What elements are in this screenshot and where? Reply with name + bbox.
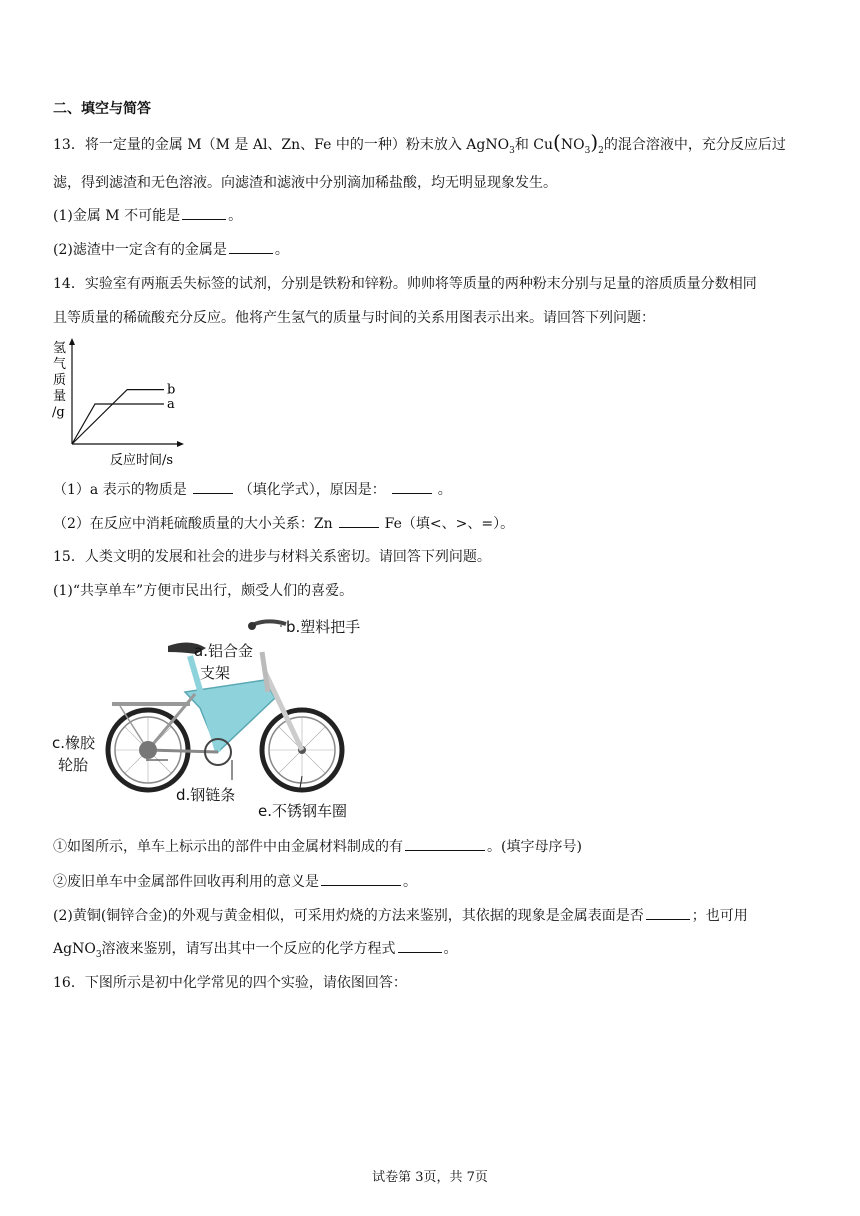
- label-a2: 支架: [200, 664, 231, 682]
- answer-blank[interactable]: [392, 481, 432, 494]
- answer-blank[interactable]: [398, 940, 442, 953]
- q13-part1: (1)金属 M 不可能是 。: [53, 208, 243, 224]
- answer-blank[interactable]: [339, 515, 379, 528]
- q15-part2-line1: (2)黄铜(铜锌合金)的外观与黄金相似，可采用灼烧的方法来鉴别，其依据的现象是金属表面是否 ；也可用: [53, 908, 748, 924]
- rear-gear: [139, 741, 157, 759]
- page-footer: 试卷第 3页，共 7页: [372, 1170, 488, 1185]
- q13-line2: 滤，得到滤渣和无色溶液。向滤渣和滤液中分别滴加稀盐酸，均无明显现象发生。: [53, 175, 557, 191]
- series-label-a: a: [167, 397, 175, 412]
- y-label-char: 气: [53, 357, 67, 372]
- q14-line1: 14．实验室有两瓶丢失标签的试剂，分别是铁粉和锌粉。帅帅将等质量的两种粉末分别与足量的溶质质量分数相同: [53, 276, 757, 292]
- series-line-b: [72, 390, 164, 444]
- q15-part1: (1)“共享单车”方便市民出行，颇受人们的喜爱。: [53, 583, 354, 599]
- hydrogen-chart: [50, 338, 210, 470]
- q15-line1: 15．人类文明的发展和社会的进步与材料关系密切。请回答下列问题。: [53, 549, 491, 565]
- answer-blank[interactable]: [646, 907, 690, 920]
- label-a1: a.铝合金: [194, 642, 253, 660]
- label-c1: c.橡胶: [52, 734, 96, 752]
- label-b: b.塑料把手: [286, 618, 361, 636]
- q14-part2: （2）在反应中消耗硫酸质量的大小关系：Zn Fe（填<、>、=）。: [53, 516, 515, 532]
- q14-line2: 且等质量的稀硫酸充分反应。他将产生氢气的质量与时间的关系用图表示出来。请回答下列问题：: [53, 310, 655, 326]
- answer-blank[interactable]: [321, 873, 401, 886]
- q13-line1: 13．将一定量的金属 M（M 是 Al、Zn、Fe 中的一种）粉末放入 AgNO$_3$和 $Cu(NO_3)_2$的混合溶液中，充分反应后过: [53, 130, 786, 156]
- y-label-char: 质: [53, 373, 67, 388]
- section-title: 二、填空与简答: [53, 101, 151, 117]
- answer-blank[interactable]: [405, 838, 485, 851]
- label-e: e.不锈钢车圈: [258, 802, 347, 820]
- answer-blank[interactable]: [229, 241, 273, 254]
- y-axis-label: [52, 341, 66, 420]
- y-label-char: 氢: [53, 341, 67, 356]
- q15-sub1: ①如图所示，单车上标示出的部件中由金属材料制成的有 。(填字母序号): [53, 839, 582, 855]
- x-axis-label: 反应时间/s: [110, 453, 174, 468]
- series-label-b: b: [167, 382, 176, 398]
- label-c2: 轮胎: [58, 756, 89, 774]
- q15-part2-line2: AgNO$_3$溶液来鉴别，请写出其中一个反应的化学方程式 。: [53, 941, 458, 960]
- q13-part2: (2)滤渣中一定含有的金属是 。: [53, 242, 289, 258]
- answer-blank[interactable]: [193, 481, 233, 494]
- q14-part1: （1）a 表示的物质是 （填化学式），原因是： 。: [53, 482, 452, 498]
- answer-blank[interactable]: [182, 207, 226, 220]
- label-d: d.钢链条: [176, 786, 236, 804]
- q16-line1: 16．下图所示是初中化学常见的四个实验，请依图回答：: [53, 975, 407, 991]
- series-line-a: [72, 404, 164, 444]
- q15-sub2: ②废旧单车中金属部件回收再利用的意义是 。: [53, 874, 417, 890]
- bicycle-figure: [50, 612, 370, 824]
- y-axis-arrow: [69, 338, 75, 345]
- y-label-char: 量: [53, 389, 67, 404]
- x-axis-arrow: [177, 441, 184, 447]
- y-label-char: /g: [52, 405, 65, 420]
